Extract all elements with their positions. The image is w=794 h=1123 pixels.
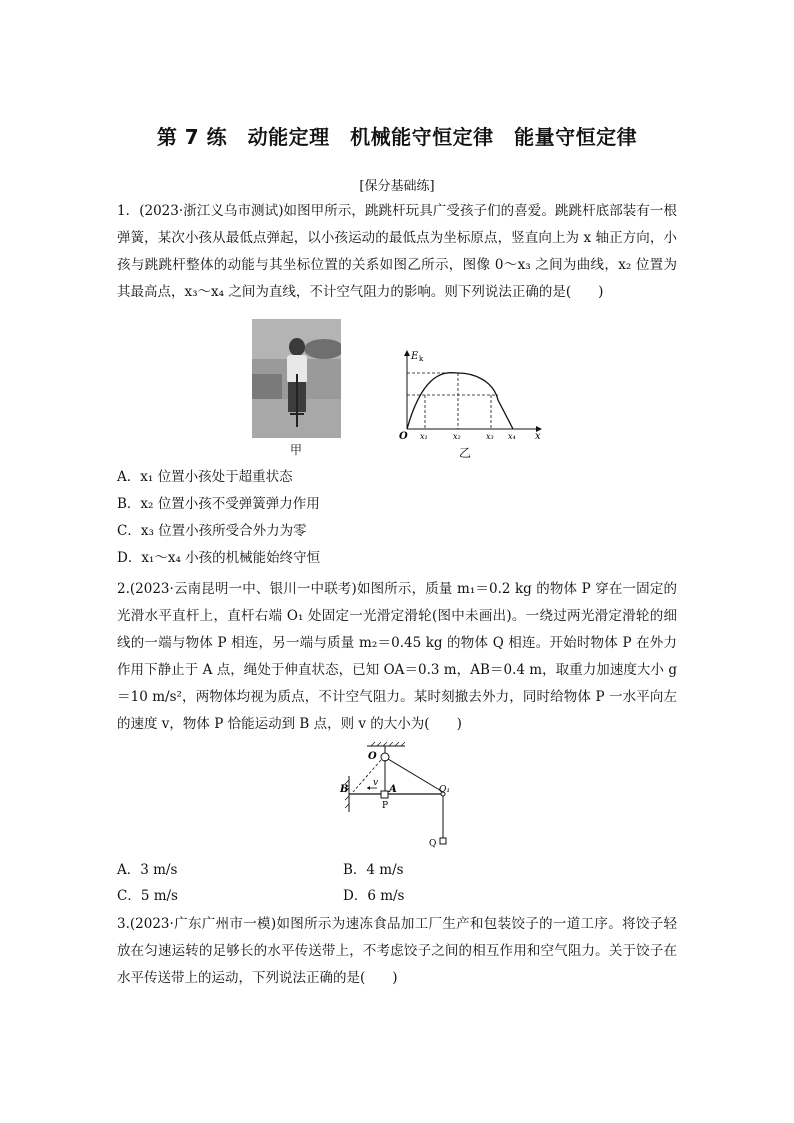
tick-x2: x₂ (453, 432, 461, 440)
y-axis-label: E (411, 351, 419, 362)
block-q (440, 838, 446, 844)
figure-jia-photo (252, 319, 341, 438)
q2-stem: 2.(2023·云南昆明一中、银川一中联考)如图所示，质量 m₁＝0.2 kg 的物体 P 穿在一固定的光滑水平直杆上，直杆右端 O₁ 处固定一光滑定滑轮(图中未画出)。一绕过两光滑定滑轮的细线的一端与物体 P 相连，另一端与质量 m₂＝0.45 kg 的物体 Q 相连。开始时物体 P 在外力作用下静止于 A 点，绳处于伸直状态，已知 OA＝0.3 m，AB＝0.4 m，取重力加速度大小 g＝10 m/s²，两物体均视为质点，不计空气阻力。某时刻撤去外力，同时给物体 P 一水平向左的速度 v，物体 P 恰能运动到 B 点，则 v 的大小为( ) (117, 581, 677, 732)
q2-option-c[interactable]: C．5 m/s (117, 888, 178, 904)
label-o: O (368, 751, 377, 762)
tick-x3: x₃ (486, 432, 494, 440)
q1-stem: 1．(2023·浙江义乌市测试)如图甲所示，跳跳杆玩具广受孩子们的喜爱。跳跳杆底部装有一根弹簧，某次小孩从最低点弹起，以小孩运动的最低点为坐标原点，竖直向上为 x 轴正方向，小孩与跳跳杆整体的动能与其坐标位置的关系如图乙所示，图像 0～x₃ 之间为曲线，x₂ 位置为其最高点，x₃～x₄ 之间为直线，不计空气阻力的影响。则下列说法正确的是( ) (117, 203, 677, 300)
velocity-label: v (373, 778, 379, 788)
q1-option-c[interactable]: C．x₃ 位置小孩所受合外力为零 (117, 523, 307, 539)
figure-jia-label: 甲 (290, 443, 303, 457)
label-q: Q (429, 839, 437, 849)
ek-curve (407, 373, 513, 429)
label-b: B (340, 784, 349, 795)
page-title: 第 7 练 动能定理 机械能守恒定律 能量守恒定律 (156, 125, 638, 149)
boy-on-pogo-stick-image (252, 319, 341, 438)
q3-stem: 3.(2023·广东广州市一模)如图所示为速冻食品加工厂生产和包装饺子的一道工序。将饺子轻放在匀速运转的足够长的水平传送带上，不考虑饺子之间的相互作用和空气阻力。关于饺子在水平传送带上的运动，下列说法正确的是( ) (117, 916, 677, 986)
label-p: P (382, 801, 389, 811)
origin-label: O (399, 431, 408, 440)
q1-option-a[interactable]: A．x₁ 位置小孩处于超重状态 (117, 469, 293, 485)
q1-option-b[interactable]: B．x₂ 位置小孩不受弹簧弹力作用 (117, 496, 320, 512)
q2-option-a[interactable]: A．3 m/s (117, 862, 178, 878)
block-p (381, 791, 388, 798)
label-a: A (389, 784, 397, 795)
x-axis-label: x (535, 431, 541, 440)
label-o1: O₁ (439, 785, 450, 795)
q2-option-d[interactable]: D．6 m/s (343, 888, 405, 904)
q2-option-b[interactable]: B．4 m/s (343, 862, 404, 878)
pulley-diagram (335, 742, 460, 852)
y-axis-label-sub: k (419, 355, 424, 363)
tick-x4: x₄ (508, 432, 516, 440)
ek-x-graph (395, 345, 550, 440)
figure-yi-label: 乙 (459, 446, 472, 460)
section-label: [保分基础练] (359, 179, 435, 194)
pulley-o (381, 753, 389, 761)
q1-option-d[interactable]: D．x₁～x₄ 小孩的机械能始终守恒 (117, 550, 321, 566)
tick-x1: x₁ (420, 432, 428, 440)
